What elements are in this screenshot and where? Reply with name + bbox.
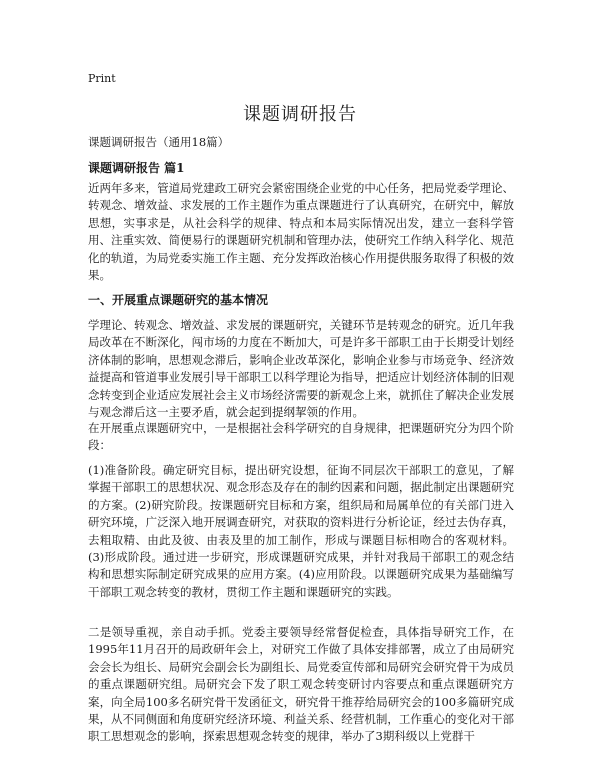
paragraph-stages: (1)准备阶段。确定研究目标，提出研究设想，征询不同层次干部职工的意见，了解掌握干部职工的思想状况、观念形态及存在的制约因素和问题，据此制定出课题研究的方案。(2)研究阶段。按课题研究目标和方案，组织局和局属单位的有关部门进入研究环境，广泛深入地开展调查研究，对获取的资料进行分析论证，经过去伪存真，去粗取精、由此及彼、由表及里的加工制作，形成与课题目标相吻合的客观材料。(3)形成阶段。通过进一步研究，形成课题研究成果，并针对我局干部职工的观念结构和思想实际制定研究成果的应用方案。(4)应用阶段。以课题研究成果为基础编写干部职工观念转变的教材，贯彻工作主题和课题研究的实践。 [88,463,514,599]
paragraph-leadership: 二是领导重视，亲自动手抓。党委主要领导经常督促检查，具体指导研究工作，在1995年11月召开的局政研年会上，对研究工作做了具体安排部署，成立了由局研究会会长为组长、局研究会副会长为副组长、局党委宣传部和局研究会研究骨干为成员的重点课题研究组。局研究会下发了职工观念转变研讨内容要点和重点课题研究方案，向全局100多名研究骨干发函征文，研究骨干推荐给局研究会的100多篇研究成果，从不同侧面和角度研究经济环境、利益关系、经营机制，工作重心的变化对干部职工思想观念的影响，探索思想观念转变的规律，举办了3期科级以上党群干 [88,625,514,744]
subheading-basic-situation: 一、开展重点课题研究的基本情况 [88,293,269,307]
paragraph-stages-intro: 在开展重点课题研究中，一是根据社会科学研究的自身规律，把课题研究分为四个阶段： [88,421,514,453]
paragraph-intro: 近两年多来，管道局党建政工研究会紧密围绕企业党的中心任务，把局党委学理论、转观念、增效益、求发展的工作主题作为重点课题进行了认真研究，在研究中，解放思想，实事求是，从社会科学的规律、特点和本局实际情况出发，建立一套科学管用、注重实效、简便易行的课题研究机制和管理办法，使研究工作纳入科学化、规范化的轨道，为局党委实施工作主题、充分发挥政治核心作用提供服务取得了积极的效果。 [88,181,514,283]
section-heading: 课题调研报告 篇1 [88,161,185,175]
print-label[interactable]: Print [88,72,116,85]
document-subtitle: 课题调研报告（通用18篇） [88,135,230,149]
paragraph-basic-situation: 学理论、转观念、增效益、求发展的课题研究，关键环节是转观念的研究。近几年我局改革在不断深化，闯市场的力度在不断加大，可是许多干部职工由于长期受计划经济体制的影响，思想观念滞后，影响企业改革深化，影响企业参与市场竞争、经济效益提高和管道事业发展引导干部职工以科学理论为指导，把适应计划经济体制的旧观念转变到企业适应发展社会主义市场经济需要的新观念上来，就抓住了解决企业发展与观念滞后这一主要矛盾，就会起到提纲挈领的作用。 [88,318,514,420]
page-title: 课题调研报告 [243,104,357,125]
